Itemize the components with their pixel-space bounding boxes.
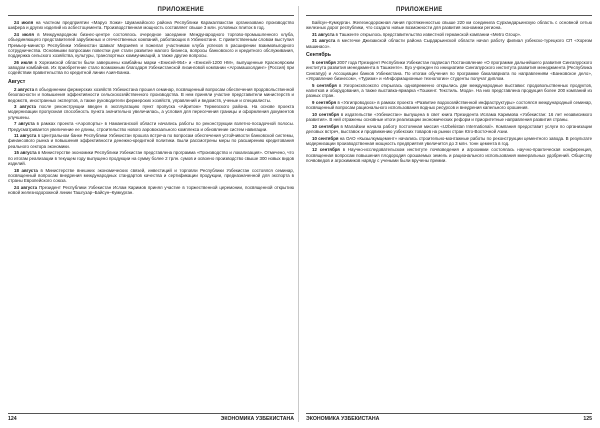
paragraph-date: 26 июля: [14, 59, 33, 65]
book-gutter: [298, 6, 299, 422]
paragraph-text: в «Узгипроводхоз» в рамках проекта «Развитие водохозяйственной инфраструктуры» состоялся международный семинар, посвященный вопросам рационального использования водных ресурсов и внедрения капельного орошения.: [306, 99, 592, 111]
paragraph-text: в Ташкенте открылось представительство известной германской компании «Metro Group».: [334, 31, 522, 37]
paragraph-text: в Узгорэкскпоэкспо открылась одновременно открылись две международные выставки: продовольственных продуктов, напитков и оборудования, а также выставка-ярмарка «Тошкент. Текстиль. Мода». На них представлена продукция более 200 компаний из разных стран.: [306, 82, 592, 99]
section-heading: Август: [8, 78, 26, 85]
paragraph-date: 9 сентября: [312, 99, 337, 105]
paragraph: [306, 32, 592, 37]
paragraph: [306, 20, 592, 31]
paragraph-text: на ОАО «Кызылкумцемент» начались строительно-монтажные работы по реконструкции цементного завода. В результате модернизации производственная мощность предприятия увеличится до 3 млн. тонн цемента в год.: [306, 135, 592, 146]
paragraph-date: 31 августа: [312, 31, 335, 37]
paragraph-date: 31 августа: [312, 38, 336, 44]
paragraph-text: Байсун–Кумкурган. Железнодорожная линия протяженностью свыше 220 км соединила Сурхандарьинскую область с основной сетью железных дорог республики, что создало новые возможности для развития экономики региона.: [306, 20, 592, 31]
paragraph-text: в местечке Джизакской области района Сырдарьинской области начал работу филиал узбекско-турецкого СП «Хорезм машинасо».: [306, 38, 592, 49]
page-footer: [8, 413, 294, 424]
paragraph-text: в Министерстве внешних экономических связей, инвестиций и торговли Республики Узбекистан состоялся семинар, посвященный вопросам внедрения международных стандартов качества и сертификации продукции, предназначенной для экспорта в страны Европейского союза.: [8, 167, 294, 184]
paragraph-date: 10 сентября: [312, 135, 339, 141]
paragraph-text: в рамках проекта «Аэропорты» в Наманганской области начались работы по реконструкции взлетно-посадочной полосы. Предусматривается увеличение ее длины, строительство нового аэровокзального комплекса и обновление систем навигации.: [8, 121, 294, 132]
paragraph-date: 11 августа: [14, 133, 37, 139]
paragraph: [8, 87, 294, 103]
paragraph-date: 5 сентября: [312, 60, 336, 66]
paragraph-date: 24 июля: [14, 31, 34, 37]
footer-title: ЭКОНОМИКА УЗБЕКИСТАНА: [220, 416, 294, 422]
page-body: [306, 20, 592, 412]
paragraph-text: в Малайзии начала работу постоянная миссия «Uzbekistan International». Компания предоставит услуги по организации деловых встреч, выставок и продвижению узбекских товаров на рынки стран Юго-Восточной Азии.: [306, 123, 592, 134]
page-body: [8, 20, 294, 412]
paragraph: [8, 133, 294, 149]
paragraph-text: 2007 года Президент Республики Узбекистан подписал Постановление «О программе дальнейшего развития Сингапурского института развития менеджмента в Ташкенте». Вуз учрежден по инициативе Сингапурского института развития менеджмента (Республика Сингапур) и Ассоциации банков Узбекистана. По итогам обучения по программе бакалавриата по направлениям «Банковское дело», «Управление бизнесом», «Туризм» и «Информационные технологии» студенты получат диплом.: [306, 60, 592, 82]
paragraph: [306, 147, 592, 163]
paragraph: [8, 60, 294, 76]
paragraph: [8, 121, 294, 132]
paragraph-date: 7 августа: [14, 121, 35, 127]
paragraph-date: 15 августа: [14, 150, 37, 156]
page-footer: [306, 413, 592, 424]
paragraph: [306, 38, 592, 49]
page-number: 125: [583, 416, 592, 422]
paragraph: [306, 83, 592, 99]
paragraph-date: 10 сентября: [312, 123, 339, 129]
paragraph-date: 24 июля: [14, 20, 34, 25]
paragraph: [306, 112, 592, 123]
footer-title: ЭКОНОМИКА УЗБЕКИСТАНА: [306, 416, 380, 422]
paragraph-text: после реконструкции введен в эксплуатацию пункт пропуска «Айритом» Термезского района. На основе проекта модернизации пропускная способность пункта значительно увеличилась, а условия для пересечения границы и оформления документов улучшены.: [8, 104, 294, 120]
left-page: [8, 0, 294, 428]
paragraph: [8, 168, 294, 184]
paragraph: [306, 60, 592, 81]
paragraph: [306, 136, 592, 147]
paragraph-text: на частном предприятии «Маруо Хожи» Шуманайского района Республики Каракалпакстан организовано производство шифера и других изделий из асбестоцемента. Производственная мощность составляет свыше 3 млн. условных плиток в год.: [8, 20, 294, 31]
paragraph-text: Президент Республики Узбекистан Ислам Каримов принял участие в торжественной церемонии, посвященной открытию новой железнодорожной линии Ташгузар–Байсун–Кумкурган.: [8, 184, 294, 196]
paragraph: [306, 100, 592, 111]
paragraph-date: 10 сентября: [312, 111, 339, 117]
paragraph: [8, 20, 294, 31]
paragraph-date: 18 августа: [14, 167, 38, 173]
right-page: [306, 0, 592, 428]
paragraph-text: в Научно-исследовательском институте почвоведения и агрохимии состоялась научно-практическая конференция, посвященная вопросам повышения плодородия орошаемых земель и рационального использования минеральных удобрений. Обществу почвоведов и агрохимиков наряду с учеными были вручены премии.: [306, 147, 592, 164]
paragraph-text: в Центральном банке Республики Узбекистан прошла встреча по вопросам обеспечения устойчивости банковской системы, финансового рынка и повышения эффективности денежно-кредитной политики. Были рассмотрены меры по расширению кредитования реального сектора экономики.: [8, 133, 294, 149]
paragraph-date: 24 августа: [14, 184, 38, 190]
paragraph-date: 2 августа: [14, 86, 35, 92]
paragraph: [306, 124, 592, 135]
paragraph-date: 3 августа: [14, 104, 37, 110]
page-header: ПРИЛОЖЕНИЕ: [8, 6, 294, 16]
paragraph-text: в Хорезмской области были завершены комбайны марки «Енисей-954» и «Енисей-1200 НМ», выпущенные Красноярским заводом комбайнов. Их приобретение стало возможным благодаря Узбекистанской лизинговой компании «Агромашхолдинг» (Россия) при содействии правительства по кредитной линии Азия-Банка.: [8, 59, 294, 76]
page-header: ПРИЛОЖЕНИЕ: [306, 6, 592, 16]
page-number: 124: [8, 416, 17, 422]
paragraph-text: в объединении фермерских хозяйств Узбекистана прошел семинар, посвященный вопросам обеспечения продовольственной безопасности и повышения эффективности сельскохозяйственного производства. В нем приняли участие представители министерств и ведомств, иностранных экспертов, а также руководители фермерских хозяйств, управлений и ведомств, ученые и специалисты.: [8, 86, 294, 103]
paragraph-text: в издательстве «Узбекистан» выпущена в свет книга Президента Ислама Каримова «Узбекистан: 16 лет независимого развития». В ней отражены основные итоги реализации экономических реформ и приоритетные направления развития страны.: [306, 111, 592, 123]
paragraph-text: в Международном бизнес-центре состоялось очередное заседание Международного торгово-промышленного клуба, объединяющего представителей зарубежных и отечественных компаний, работающих в Узбекистане. С приветственным словом выступил Премьер-министр Республики Узбекистан Шавкат Мирзиёев и пожелал участникам клуба успехов в расширении взаимовыгодного сотрудничества. Основными вопросами повестки дня стали развитие малого бизнеса, вопросы банковского и кредитного обслуживания, поддержка сельского хозяйства, культуры, транспортных коммуникаций, а также другие вопросы.: [8, 31, 294, 59]
paragraph: [8, 185, 294, 196]
section-heading: Сентябрь: [306, 52, 331, 59]
paragraph: [8, 104, 294, 120]
paragraph-date: 5 сентября: [312, 82, 337, 88]
paragraph: [8, 32, 294, 59]
paragraph: [8, 150, 294, 166]
paragraph-text: в Министерстве экономики Республики Узбекистан представлена программа «Производство и локализация». Отмечено, что по итогам реализации в текущем году выпущено продукции на сумму более 2 трлн. сумов и освоено производство свыше 300 новых видов изделий.: [8, 150, 294, 167]
paragraph-date: 12 сентября: [312, 147, 340, 153]
